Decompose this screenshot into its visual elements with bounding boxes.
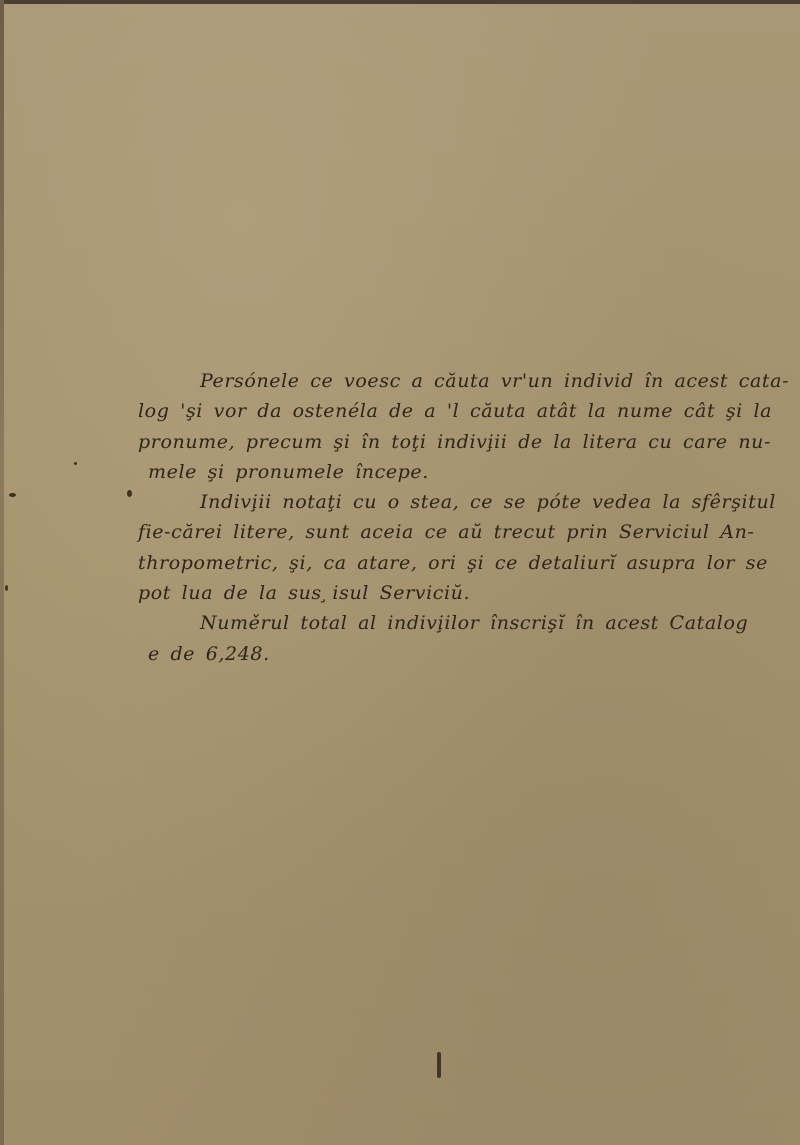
text-line: pot lua de la sus ̧isul Serviciŭ. — [138, 582, 471, 605]
text-line: thropometric, şi, ca atare, ori şi ce detaliurĭ asupra lor se — [138, 551, 768, 574]
text-line: log 'şi vor da ostenéla de a 'l căuta atât la nume cât şi la — [138, 400, 773, 423]
ink-spot — [127, 490, 132, 497]
ink-spot — [74, 462, 77, 465]
binding-mark — [437, 1052, 441, 1078]
text-line: fie-cărei litere, sunt aceia ce aŭ trecut prin Serviciul An- — [138, 521, 755, 544]
ink-spot — [5, 585, 8, 591]
text-line: mele şi pronumele începe. — [148, 460, 429, 483]
text-line: Indivi̧ii notaţi cu o stea, ce se póte vedea la sfêrşitul — [200, 491, 776, 514]
ink-spot — [9, 493, 16, 497]
text-line: Numěrul total al indivi̧ilor înscrişĭ în acest Catalog — [200, 612, 749, 635]
page-top-edge — [0, 0, 800, 4]
text-line: pronume, precum şi în toţi indivi̧ii de la litera cu care nu- — [138, 430, 772, 453]
notice-text — [138, 366, 790, 669]
page-left-edge — [0, 0, 4, 1145]
text-line: Persónele ce voesc a căuta vr'un individ în acest cata- — [200, 370, 790, 392]
text-line: e de 6,248. — [148, 642, 270, 665]
